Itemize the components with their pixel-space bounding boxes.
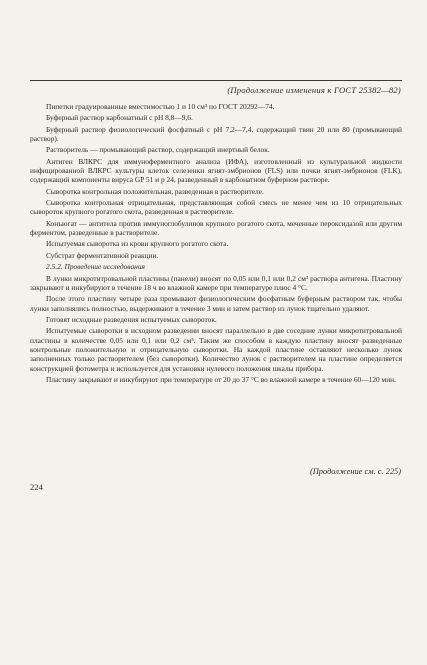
continuation-header: (Продолжение изменения к ГОСТ 25382—82) — [227, 85, 401, 95]
paragraph: Буферный раствор физиологический фосфатный с pH 7,2—7,4, содержащий твин 20 или 80 (промывающий раствор). — [30, 124, 402, 144]
paragraph: Испытуемые сыворотки в исходном разведении вносят параллельно в две соседние лунки микротитровальной пластины в количестве 0,05 или 0,1 или 0,2 см³. Таким же способом в каждую пластину вносят разведенные контрольные положительную и отрицательную сыворотки. На каждой пластине оставляют несколько лунок заполненных только растворителем (без сыворотки). Количество лунок с растворителем на пластине определяется конструкцией фотометра и используется для установки нулевого положения шкалы прибора. — [30, 326, 402, 373]
paragraph: После этого пластину четыре раза промывают физиологическим фосфатным буферным раствором так, чтобы лунки заполнялись полностью, выдерживают в течение 3 мин и затем раствор из лунок тщательно удаляют. — [30, 294, 402, 313]
paragraph: Конъюгат — антитела против иммуноглобулинов крупного рогатого скота, меченные пероксидазой или другим ферментом, разведенные в растворителе. — [30, 218, 402, 238]
paragraph: Растворитель — промывающий раствор, содержащий инертный белок. — [46, 145, 270, 155]
paragraph: В лунки микротитровальной пластины (панели) вносят по 0,05 или 0,1 или 0,2 см³ раствора антигена. Пластину закрывают и инкубируют в течение 18 ч во влажной камере при температуре плюс 4 °С. — [30, 273, 402, 292]
paragraph: Сыворотка контрольная положительная, разведенная в растворителе. — [46, 186, 264, 196]
paragraph: Субстрат ферментативной реакции. — [46, 250, 159, 260]
paragraph: Пластину закрывают и инкубируют при температуре от 20 до 37 °С во влажной камере в течение 60—120 мин. — [46, 374, 396, 384]
document-body — [30, 102, 402, 386]
paragraph: Сыворотка контрольная отрицательная, представляющая собой смесь не менее чем из 10 отрицательных сывороток крупного рогатого скота, разведенная в растворителе. — [30, 198, 402, 217]
paragraph: Пипетки градуированные вместимостью 1 и 10 см³ по ГОСТ 20292—74. — [46, 102, 275, 111]
page-number: 224 — [30, 482, 43, 492]
continuation-footer: (Продолжение см. с. 225) — [309, 467, 401, 476]
paragraph: Испытуемая сыворотка из крови крупного рогатого скота. — [46, 239, 229, 249]
paragraph: Антиген ВЛКРС для иммуноферментного анализа (ИФА), изготовленный из культуральной жидкости инфицированной ВЛКРС культуры клеток селезенки ягнят-эмбрионов (FLS) или почки ягнят-эмбрионов (FLK), содержащий компоненты вируса GP 51 и p 24, разведенный в карбонатном буферном растворе. — [30, 156, 402, 185]
top-rule — [30, 80, 402, 81]
paragraph: Готовят исходные разведения испытуемых сывороток. — [46, 314, 217, 324]
paragraph: Буферный раствор карбонатный с pH 8,8—9,6. — [46, 113, 193, 123]
subsection-heading: 2.5.2. Проведение исследования — [46, 262, 145, 272]
